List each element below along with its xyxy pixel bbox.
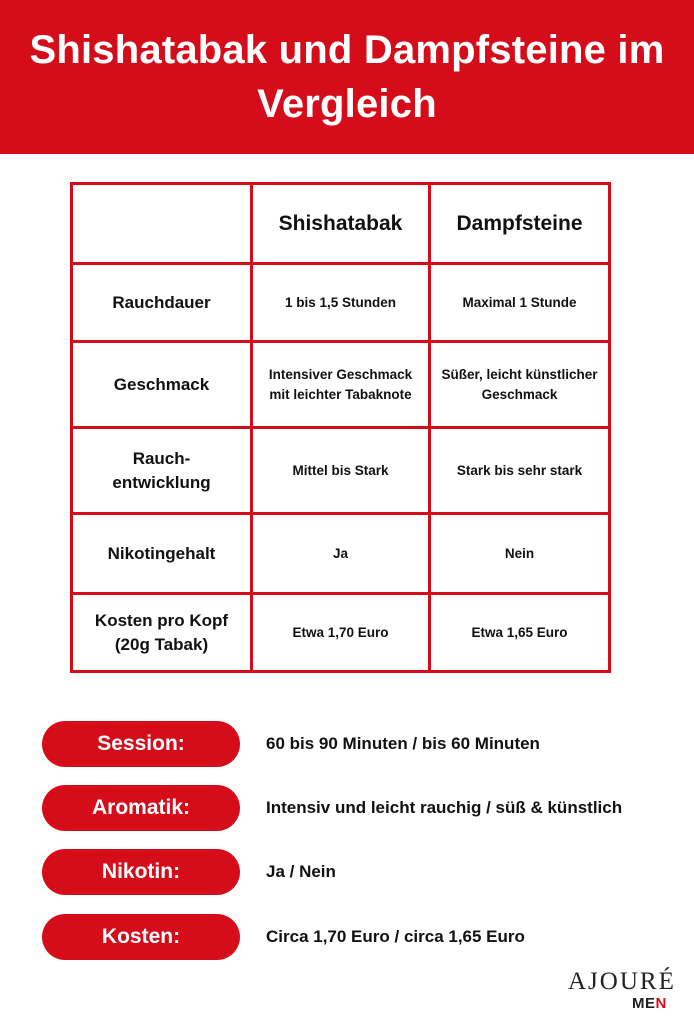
column-header-shishatabak: Shishatabak bbox=[252, 184, 430, 264]
cell-dampf-kosten: Etwa 1,65 Euro bbox=[430, 594, 610, 672]
logo-subline-last: N bbox=[655, 995, 667, 1012]
row-label-rauchdauer: Rauchdauer bbox=[72, 264, 252, 342]
summary-pill-session: Session: bbox=[42, 721, 240, 767]
column-header-dampfsteine: Dampfsteine bbox=[430, 184, 610, 264]
row-label-geschmack: Geschmack bbox=[72, 342, 252, 428]
ajoure-men-logo bbox=[568, 968, 678, 1016]
cell-dampf-geschmack: Süßer, leicht künstlicher Geschmack bbox=[430, 342, 610, 428]
page-title: Shishatabak und Dampfsteine im Vergleich bbox=[29, 28, 665, 126]
row-label-kosten: Kosten pro Kopf (20g Tabak) bbox=[72, 594, 252, 672]
logo-subline-first: ME bbox=[632, 995, 656, 1012]
table-corner-cell bbox=[72, 184, 252, 264]
table-row bbox=[72, 428, 610, 514]
row-label-rauchentwicklung bbox=[72, 428, 252, 514]
comparison-table bbox=[70, 182, 611, 673]
logo-subline bbox=[632, 995, 667, 1012]
cell-shisha-kosten: Etwa 1,70 Euro bbox=[252, 594, 430, 672]
cell-shisha-rauchdauer: 1 bis 1,5 Stunden bbox=[252, 264, 430, 342]
cell-dampf-nikotingehalt: Nein bbox=[430, 514, 610, 594]
cell-shisha-geschmack: Intensiver Geschmack mit leichter Tabaknote bbox=[252, 342, 430, 428]
row-label-nikotingehalt: Nikotingehalt bbox=[72, 514, 252, 594]
summary-text-aromatik: Intensiv und leicht rauchig / süß & künstlich bbox=[266, 798, 623, 817]
header-banner bbox=[0, 0, 694, 154]
table-row bbox=[72, 514, 610, 594]
table-row bbox=[72, 594, 610, 672]
cell-shisha-rauchentwicklung: Mittel bis Stark bbox=[252, 428, 430, 514]
summary-pill-aromatik: Aromatik: bbox=[42, 785, 240, 831]
summary-text-nikotin: Ja / Nein bbox=[266, 862, 336, 881]
summary-text-kosten: Circa 1,70 Euro / circa 1,65 Euro bbox=[266, 927, 525, 946]
logo-wordmark: AJOURÉ bbox=[568, 968, 676, 995]
summary-pill-kosten: Kosten: bbox=[42, 914, 240, 960]
cell-dampf-rauchdauer: Maximal 1 Stunde bbox=[430, 264, 610, 342]
table-row bbox=[72, 342, 610, 428]
table-header-row bbox=[72, 184, 610, 264]
summary-pill-nikotin: Nikotin: bbox=[42, 849, 240, 895]
row-label-rauchentwicklung-text: Rauch-entwicklung bbox=[112, 448, 211, 492]
cell-shisha-nikotingehalt: Ja bbox=[252, 514, 430, 594]
cell-dampf-rauchentwicklung: Stark bis sehr stark bbox=[430, 428, 610, 514]
table-row bbox=[72, 264, 610, 342]
summary-text-session: 60 bis 90 Minuten / bis 60 Minuten bbox=[266, 734, 540, 753]
